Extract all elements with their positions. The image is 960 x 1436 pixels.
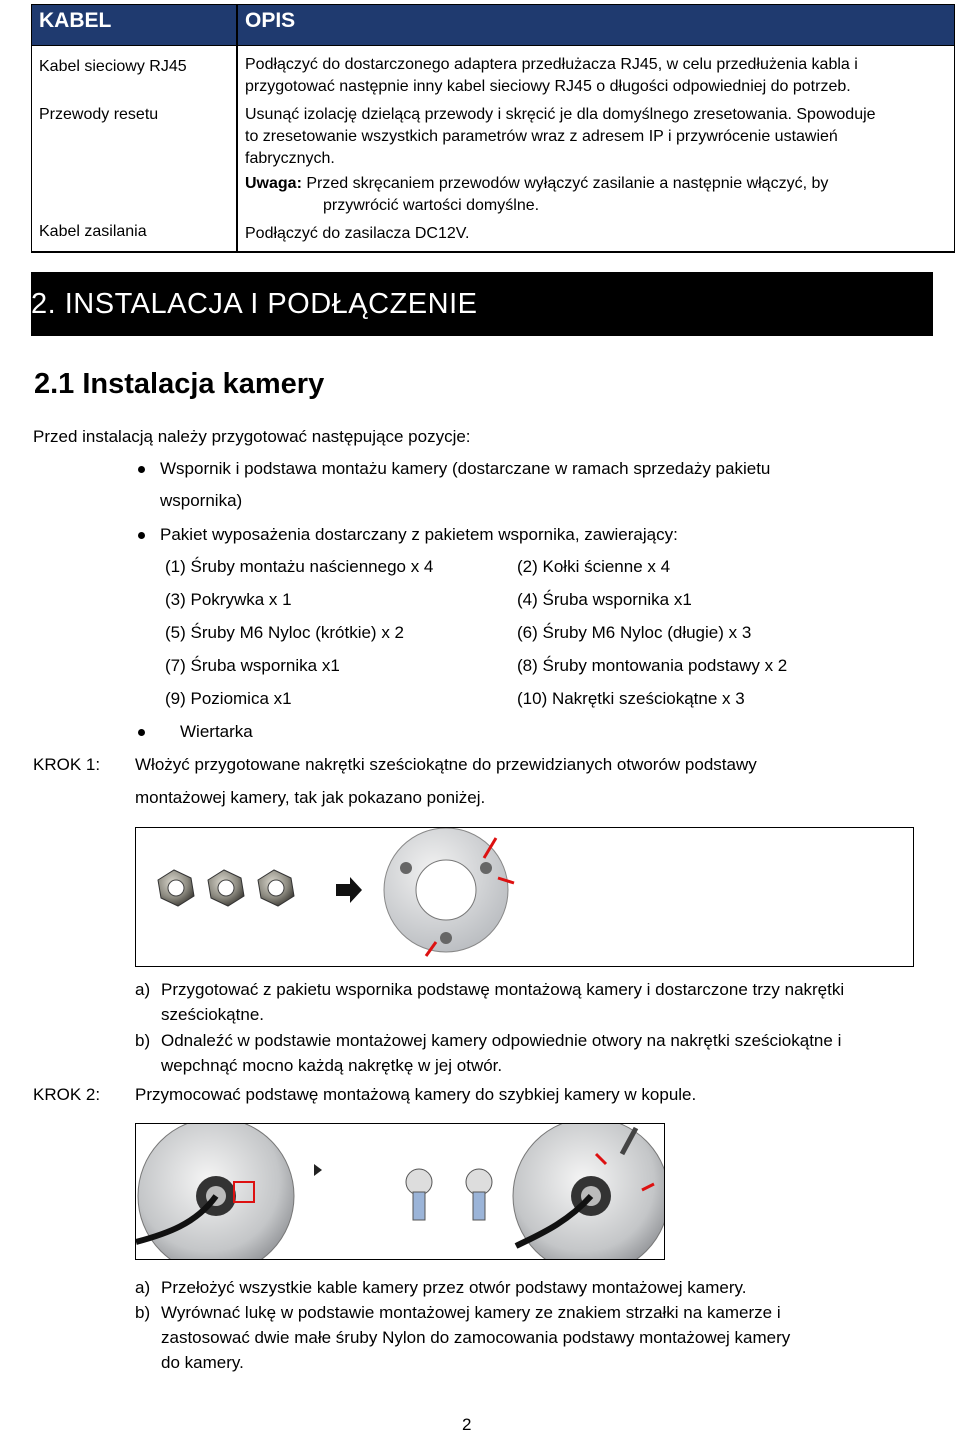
screw-icon (466, 1169, 492, 1220)
list-marker: a) (135, 980, 151, 999)
part-item: (4) Śruba wspornika x1 (517, 590, 692, 609)
step2-substep: Wyrównać lukę w podstawie montażowej kamery ze znakiem strzałki na kamerze i (161, 1303, 781, 1322)
list-marker: b) (135, 1031, 151, 1050)
cable-name: Przewody resetu (32, 100, 238, 219)
bullet-dot (138, 466, 145, 473)
step1-substep: Odnaleźć w podstawie montażowej kamery odpowiednie otwory na nakrętki sześciokątne i (161, 1031, 842, 1050)
intro-text: Przed instalacją należy przygotować następujące pozycje: (33, 427, 471, 446)
cable-description: Podłączyć do zasilacza DC12V. (237, 219, 955, 252)
hex-nut-icon (258, 870, 294, 906)
cable-table (31, 4, 955, 253)
hex-nut-icon (208, 870, 244, 906)
section-title-bar (31, 272, 933, 336)
part-item: (10) Nakrętki sześciokątne x 3 (517, 689, 745, 708)
header-opis: OPIS (237, 5, 955, 46)
step1-label: KROK 1: (33, 755, 101, 774)
section-title: 2. INSTALACJA I PODŁĄCZENIE (31, 288, 478, 320)
part-item: (7) Śruba wspornika x1 (165, 656, 340, 675)
step1-illustration (135, 827, 914, 967)
step1-substep: wepchnąć mocno każdą nakrętkę w jej otwór. (161, 1056, 503, 1075)
right-arrow-icon (336, 877, 362, 903)
step1-text: Włożyć przygotowane nakrętki sześciokątne do przewidzianych otworów podstawy (135, 755, 757, 774)
part-item: (9) Poziomica x1 (165, 689, 292, 708)
cable-name: Kabel zasilania (32, 219, 238, 252)
bullet-dot (138, 532, 145, 539)
part-item: (8) Śruby montowania podstawy x 2 (517, 656, 788, 675)
base-screws-camera-image (136, 1124, 664, 1259)
page-number: 2 (462, 1415, 472, 1434)
step1-text: montażowej kamery, tak jak pokazano poniżej. (135, 788, 486, 807)
step2-substep: Przełożyć wszystkie kable kamery przez otwór podstawy montażowej kamery. (161, 1278, 747, 1297)
bullet-text: wspornika) (160, 491, 243, 510)
subsection-title: 2.1 Instalacja kamery (34, 368, 325, 400)
bullet-text: Pakiet wyposażenia dostarczany z pakietem wspornika, zawierający: (160, 525, 678, 544)
hex-nut-icon (158, 870, 194, 906)
screw-icon (406, 1169, 432, 1220)
bullet-text: Wiertarka (180, 722, 253, 741)
step2-substep: zastosować dwie małe śruby Nylon do zamocowania podstawy montażowej kamery (161, 1328, 791, 1347)
list-marker: a) (135, 1278, 151, 1297)
reset-warning: Uwaga: Przed skręcaniem przewodów wyłączyć zasilanie a następnie włączyć, by przywrócić wartości domyślne. (245, 175, 829, 214)
part-item: (6) Śruby M6 Nyloc (długie) x 3 (517, 623, 752, 642)
camera-dome-icon (136, 1124, 322, 1259)
header-kabel: KABEL (32, 5, 238, 46)
cable-description: Usunąć izolację dzielącą przewody i skręcić je dla domyślnego zresetowania. Spowoduje to zresetowanie wszystkich parametrów wraz z adresem IP i przywrócenie ustawień fabrycznych. Uwaga: Przed skręcaniem przewodów wyłączyć zasilanie a następnie włączyć, by przywrócić wartości domyślne. (237, 100, 955, 219)
step2-label: KROK 2: (33, 1085, 101, 1104)
list-marker: b) (135, 1303, 151, 1322)
part-item: (5) Śruby M6 Nyloc (krótkie) x 2 (165, 623, 404, 642)
step2-illustration (135, 1123, 665, 1260)
step2-substep: do kamery. (161, 1353, 244, 1372)
step2-text: Przymocować podstawę montażową kamery do szybkiej kamery w kopule. (135, 1085, 697, 1104)
part-item: (3) Pokrywka x 1 (165, 590, 292, 609)
cable-description: Podłączyć do dostarczonego adaptera przedłużacza RJ45, w celu przedłużenia kabla i przygotować następnie inny kabel sieciowy RJ45 o długości odpowiedniej do potrzeb. (237, 46, 955, 101)
bullet-dot (138, 729, 145, 736)
bullet-text: Wspornik i podstawa montażu kamery (dostarczane w ramach sprzedaży pakietu (160, 459, 771, 478)
step1-substep: sześciokątne. (161, 1005, 264, 1024)
hex-nuts-to-base-image (136, 828, 913, 966)
mount-base-icon (384, 828, 514, 956)
camera-dome-icon (513, 1124, 664, 1259)
part-item: (2) Kołki ścienne x 4 (517, 557, 671, 576)
cable-name: Kabel sieciowy RJ45 (32, 46, 238, 101)
step1-substep: Przygotować z pakietu wspornika podstawę montażową kamery i dostarczone trzy nakrętki (161, 980, 845, 999)
part-item: (1) Śruby montażu naściennego x 4 (165, 557, 434, 576)
